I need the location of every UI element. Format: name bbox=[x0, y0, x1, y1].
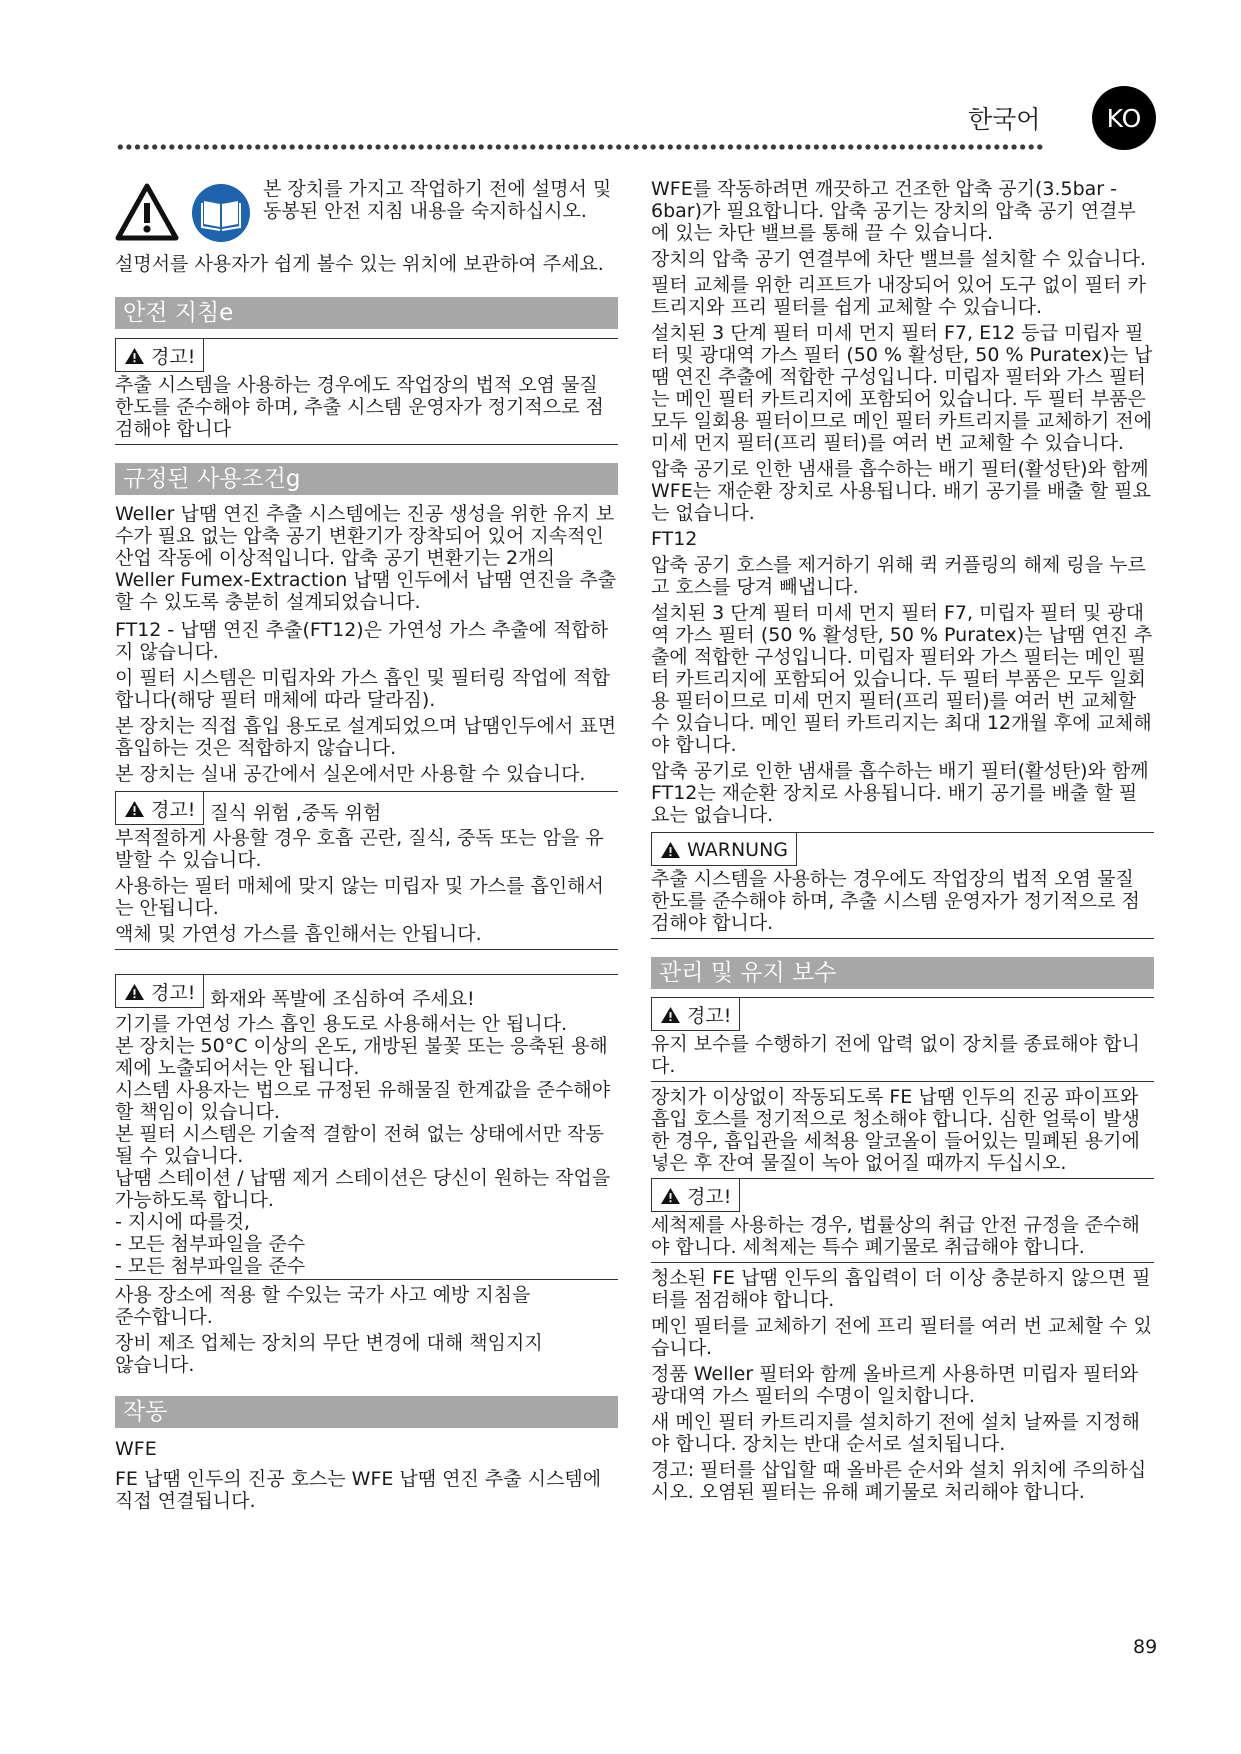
warning-triangle-icon bbox=[660, 1187, 681, 1205]
divider bbox=[115, 949, 618, 950]
section-title-operation: 작동 bbox=[115, 1396, 618, 1428]
warning-triangle-icon bbox=[115, 183, 179, 241]
body-paragraph: 정품 Weller 필터와 함께 올바르게 사용하면 미립자 필터와 광대역 가스 필터의 수명이 일치합니다. bbox=[651, 1363, 1139, 1407]
warning-text: 경고! bbox=[151, 799, 196, 821]
warning-text: 경고! bbox=[687, 1186, 732, 1208]
warning-line: 본 장치는 50°C 이상의 온도, 개방된 불꽃 또는 응축된 용해제에 노출되어서는 안 됩니다. bbox=[115, 1035, 608, 1079]
language-badge: KO bbox=[1092, 86, 1156, 150]
warning-box bbox=[115, 974, 618, 1011]
warning-text: 경고! bbox=[687, 1005, 732, 1027]
body-paragraph: WFE를 작동하려면 깨끗하고 건조한 압축 공기(3.5bar - 6bar)가 필요합니다. 압축 공기는 장치의 압축 공기 연결부에 있는 차단 밸브를 통해 끌 수 있습니다. bbox=[651, 178, 1136, 244]
divider bbox=[651, 938, 1154, 939]
warning-triangle-icon bbox=[660, 1006, 681, 1024]
body-paragraph: 새 메인 필터 카트리지를 설치하기 전에 설치 날짜를 지정해야 합니다. 장치는 반대 순서로 설치됩니다. bbox=[651, 1411, 1140, 1455]
warning-body: 액체 및 가연성 가스를 흡인해서는 안됩니다. bbox=[115, 923, 482, 945]
warning-triangle-icon bbox=[660, 841, 681, 859]
intro-note: 설명서를 사용자가 쉽게 볼수 있는 위치에 보관하여 주세요. bbox=[115, 253, 604, 275]
language-label: 한국어 bbox=[968, 105, 1041, 134]
warning-label bbox=[115, 792, 204, 825]
warning-text: 경고! bbox=[151, 346, 196, 368]
divider bbox=[651, 1081, 1154, 1082]
warning-box bbox=[115, 791, 618, 825]
warning-triangle-icon bbox=[124, 347, 145, 365]
page-number: 89 bbox=[1133, 1636, 1158, 1658]
warning-line: 본 필터 시스템은 기술적 결함이 전혀 없는 상태에서만 작동될 수 있습니다. bbox=[115, 1123, 604, 1167]
body-paragraph: 설치된 3 단계 필터 미세 먼지 필터 F7, 미립자 필터 및 광대역 가스 필터 (50 % 활성탄, 50 % Puratex)는 납땜 연진 추출에 적합한 구성입니다. 미립자 필터와 가스 필터는 메인 필터 카트리지에 포함되어 있습니다. 두 필터 부품은 모두 일회용 필터이므로 미세 먼지 필터(프리 필터)를 여러 번 교체할 수 있습니다. 메인 필터 카트리지는 최대 12개월 후에 교체해야 합니다. bbox=[651, 602, 1153, 756]
warning-label bbox=[651, 998, 740, 1031]
warning-body: 세척제를 사용하는 경우, 법률상의 취급 안전 규정을 준수해야 합니다. 세척제는 특수 폐기물로 취급해야 합니다. bbox=[651, 1214, 1140, 1258]
warning-triangle-icon bbox=[124, 983, 145, 1001]
right-column bbox=[651, 178, 1154, 1507]
usage-paragraph: Weller 납땜 연진 추출 시스템에는 진공 생성을 위한 유지 보수가 필요 없는 압축 공기 변환기가 장착되어 있어 지속적인 산업 작동에 이상적입니다. 압축 공기 변환기는 2개의 Weller Fumex-Extraction 납땜 인두에서 납땜 연진을 추출할 수 있도록 충분히 설계되었습니다. bbox=[115, 503, 617, 613]
warning-label bbox=[115, 975, 204, 1008]
warning-box bbox=[651, 832, 1154, 866]
warning-line: - 모든 첨부파일을 준수 bbox=[115, 1255, 306, 1277]
warning-subtitle: 질식 위험 ,중독 위험 bbox=[210, 802, 382, 824]
usage-paragraph: 이 필터 시스템은 미립자와 가스 흡인 및 필터링 작업에 적합합니다(해당 필터 매체에 따라 달라짐). bbox=[115, 667, 610, 711]
warning-body: 부적절하게 사용할 경우 호흡 곤란, 질식, 중독 또는 암을 유발할 수 있습니다. bbox=[115, 827, 604, 871]
warning-subtitle: 화재와 폭발에 조심하여 주세요! bbox=[210, 988, 475, 1010]
divider bbox=[115, 444, 618, 445]
body-paragraph: 장비 제조 업체는 장치의 무단 변경에 대해 책임지지 않습니다. bbox=[115, 1332, 543, 1376]
body-paragraph: 청소된 FE 납땜 인두의 흡입력이 더 이상 충분하지 않으면 필터를 점검해야 합니다. bbox=[651, 1267, 1151, 1311]
body-paragraph: 설치된 3 단계 필터 미세 먼지 필터 F7, E12 등급 미립자 필터 및 광대역 가스 필터 (50 % 활성탄, 50 % Puratex)는 납땜 연진 추출에 적합한 구성입니다. 미립자 필터와 가스 필터는 메인 필터 카트리지에 포함되어 있습니다. 두 필터 부품은 모두 일회용 필터이므로 메인 필터 카트리지를 교체하기 전에 미세 먼지 필터(프리 필터)를 여러 번 교체할 수 있습니다. bbox=[651, 322, 1153, 454]
warning-line: - 지시에 따를것, bbox=[115, 1211, 251, 1233]
warning-line: 시스템 사용자는 법으로 규정된 유해물질 한계값을 준수해야 할 책임이 있습니다. bbox=[115, 1079, 611, 1123]
intro-block bbox=[115, 178, 618, 243]
warning-body: 유지 보수를 수행하기 전에 압력 없이 장치를 종료해야 합니다. bbox=[651, 1033, 1140, 1077]
subheading-ft12: FT12 bbox=[651, 528, 698, 550]
usage-paragraph: 본 장치는 직접 흡입 용도로 설계되었으며 납땜인두에서 표면 흡입하는 것은 적합하지 않습니다. bbox=[115, 715, 617, 759]
warning-triangle-icon bbox=[124, 800, 145, 818]
warning-label bbox=[651, 1179, 740, 1212]
body-paragraph: FE 납땜 인두의 진공 호스는 WFE 납땜 연진 추출 시스템에 직접 연결됩니다. bbox=[115, 1468, 602, 1512]
body-paragraph: 사용 장소에 적용 할 수있는 국가 사고 예방 지침을 준수합니다. bbox=[115, 1284, 531, 1328]
body-paragraph: 장치가 이상없이 작동되도록 FE 납땜 인두의 진공 파이프와 흡입 호스를 정기적으로 청소해야 합니다. 심한 얼룩이 발생한 경우, 흡입관을 세척용 알코올이 들어있는 밀폐된 용기에 넣은 후 잔여 물질이 녹아 없어질 때까지 두십시오. bbox=[651, 1086, 1140, 1174]
intro-icons bbox=[115, 178, 251, 243]
warning-box bbox=[115, 338, 618, 372]
body-paragraph: 장치의 압축 공기 연결부에 차단 밸브를 설치할 수 있습니다. bbox=[651, 248, 1146, 270]
section-title-usage: 규정된 사용조건g bbox=[115, 463, 618, 495]
body-paragraph: 필터 교체를 위한 리프트가 내장되어 있어 도구 없이 필터 카트리지와 프리 필터를 쉽게 교체할 수 있습니다. bbox=[651, 274, 1146, 318]
body-paragraph: 압축 공기로 인한 냄새를 흡수하는 배기 필터(활성탄)와 함께 WFE는 재순환 장치로 사용됩니다. 배기 공기를 배출 할 필요는 없습니다. bbox=[651, 458, 1151, 524]
warning-line: - 모든 첨부파일을 준수 bbox=[115, 1233, 306, 1255]
divider bbox=[115, 1279, 618, 1280]
warning-label bbox=[115, 339, 204, 372]
warning-body: 사용하는 필터 매체에 맞지 않는 미립자 및 가스를 흡인해서는 안됩니다. bbox=[115, 875, 604, 919]
warning-body: 추출 시스템을 사용하는 경우에도 작업장의 법적 오염 물질 한도를 준수해야 하며, 추출 시스템 운영자가 정기적으로 점검해야 합니다 bbox=[115, 374, 604, 440]
divider bbox=[651, 1262, 1154, 1263]
section-title-maintenance: 관리 및 유지 보수 bbox=[651, 957, 1154, 989]
book-manual-icon bbox=[191, 183, 251, 243]
section-title-safety: 안전 지침e bbox=[115, 297, 618, 329]
warning-label bbox=[651, 833, 797, 866]
body-paragraph: 메인 필터를 교체하기 전에 프리 필터를 여러 번 교체할 수 있습니다. bbox=[651, 1315, 1152, 1359]
body-paragraph: 압축 공기 호스를 제거하기 위해 퀵 커플링의 해제 링을 누르고 호스를 당겨 빼냅니다. bbox=[651, 554, 1146, 598]
warning-text: WARNUNG bbox=[687, 838, 789, 861]
usage-paragraph: 본 장치는 실내 공간에서 실온에서만 사용할 수 있습니다. bbox=[115, 763, 586, 785]
warning-box bbox=[651, 1178, 1154, 1212]
body-paragraph: 경고: 필터를 삽입할 때 올바른 순서와 설치 위치에 주의하십시오. 오염된 필터는 유해 폐기물로 처리해야 합니다. bbox=[651, 1459, 1147, 1503]
usage-paragraph: FT12 - 납땜 연진 추출(FT12)은 가연성 가스 추출에 적합하지 않습니다. bbox=[115, 619, 609, 663]
left-column bbox=[115, 178, 618, 1516]
warning-body: 추출 시스템을 사용하는 경우에도 작업장의 법적 오염 물질 한도를 준수해야 하며, 추출 시스템 운영자가 정기적으로 점검해야 합니다. bbox=[651, 868, 1140, 934]
warning-line: 기기를 가연성 가스 흡인 용도로 사용해서는 안 됩니다. bbox=[115, 1013, 568, 1035]
intro-text: 본 장치를 가지고 작업하기 전에 설명서 및 동봉된 안전 지침 내용을 숙지하십시오. bbox=[263, 178, 612, 222]
warning-text: 경고! bbox=[151, 982, 196, 1004]
subheading-wfe: WFE bbox=[115, 1438, 157, 1460]
warning-box bbox=[651, 997, 1154, 1031]
dotted-divider bbox=[116, 143, 1044, 151]
body-paragraph: 압축 공기로 인한 냄새를 흡수하는 배기 필터(활성탄)와 함께 FT12는 재순환 장치로 사용됩니다. 배기 공기를 배출 할 필요는 없습니다. bbox=[651, 760, 1149, 826]
warning-line: 납땜 스테이션 / 납땜 제거 스테이션은 당신이 원하는 작업을 가능하도록 합니다. bbox=[115, 1167, 611, 1211]
